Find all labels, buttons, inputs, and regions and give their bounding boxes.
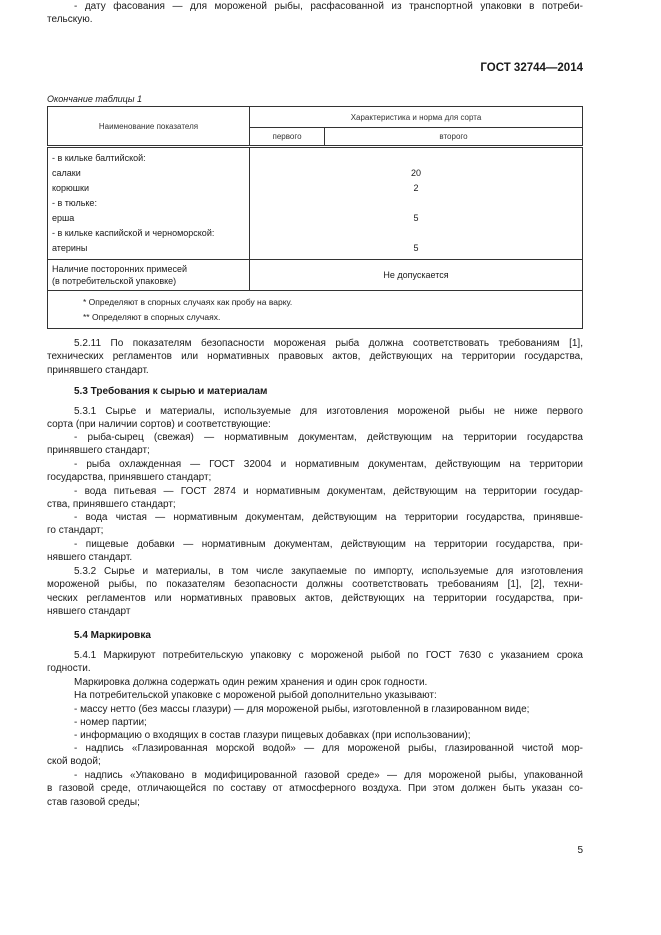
text-line: сорта (при наличии сортов) и соответствующие: <box>47 419 271 431</box>
paragraph <box>47 689 583 702</box>
text-line: 5.3 Требования к сырью и материалам <box>74 386 268 397</box>
text-line: принявшего стандарт. <box>47 364 149 376</box>
paragraph <box>47 485 583 512</box>
table-cell: атерины <box>52 243 88 253</box>
section-heading <box>47 629 583 642</box>
text-line: - массу нетто (без массы глазури) — для мороженой рыбы, изготовленной в глазированном виде; <box>74 704 530 715</box>
text-line: 5.3.1 Сырье и материалы, используемые для изготовления мороженой рыбы не ниже первого <box>74 406 583 417</box>
table-cell: 20 <box>410 168 421 178</box>
footnote: * Определяют в спорных случаях как пробу на варку. <box>83 296 293 307</box>
table-cell: 2 <box>413 183 419 193</box>
paragraph <box>47 565 583 619</box>
table-cell: - в тюльке: <box>52 198 97 208</box>
text-line: в газовой среде, отличающейся по составу от атмосферного воздуха. При этом должен быть указан со- <box>47 783 583 795</box>
requirements-table <box>47 106 583 329</box>
paragraph <box>47 769 583 809</box>
text-line: тельскую. <box>47 14 93 26</box>
table-cell <box>254 151 578 166</box>
table-cell <box>254 196 578 211</box>
text-line: - информацию о входящих в состав глазури пищевых добавках (при использовании); <box>74 730 471 741</box>
table-cell <box>254 226 578 241</box>
paragraph <box>47 742 583 769</box>
paragraph <box>47 431 583 458</box>
table-caption: Окончание таблицы 1 <box>47 94 142 104</box>
text-line: 5.4 Маркировка <box>74 630 151 641</box>
paragraph <box>47 703 583 716</box>
paragraph <box>47 729 583 742</box>
col-header-first: первого <box>250 128 325 147</box>
text-line: На потребительской упаковке с мороженой рыбой дополнительно указывают: <box>74 690 437 701</box>
text-line: государства, принявшего стандарт; <box>47 472 212 484</box>
text-line: - дату фасования — для мороженой рыбы, расфасованной из транспортной упаковки в потреби- <box>74 1 583 12</box>
text-line: ческих регламентов или нормативных правовых актов, действующих на территории государства, при- <box>47 592 583 604</box>
text-line: технических регламентов или нормативных правовых актов, действующих на территории государства, <box>47 351 583 363</box>
text-line: принявшего стандарт; <box>47 445 150 457</box>
table-cell: Не допускается <box>250 260 583 291</box>
col-header-group: Характеристика и норма для сорта <box>250 107 583 128</box>
text-line: годности. <box>47 663 91 675</box>
table-cell: - в кильке балтийской: <box>52 153 146 163</box>
text-line: Маркировка должна содержать один режим хранения и один срок годности. <box>74 677 428 688</box>
paragraph <box>47 716 583 729</box>
page-number: 5 <box>577 845 583 856</box>
paragraph <box>47 511 583 538</box>
text-line: нявшего стандарт. <box>47 552 133 564</box>
table-cell: 5 <box>413 213 419 223</box>
paragraph <box>47 538 583 565</box>
col-header-second: второго <box>325 128 583 147</box>
footnote: ** Определяют в спорных случаях. <box>83 311 221 322</box>
text-line: - номер партии; <box>74 717 147 728</box>
table-cell: ерша <box>52 213 75 223</box>
text-line: - вода питьевая — ГОСТ 2874 и нормативным документам, действующим на территории государ- <box>74 486 583 497</box>
text-line: 5.3.2 Сырье и материалы, в том числе закупаемые по импорту, используемые для изготовления <box>74 566 583 577</box>
paragraph <box>47 676 583 689</box>
text-line: - рыба-сырец (свежая) — нормативным документам, действующим на территории государства <box>74 432 583 443</box>
text-line: став газовой среды; <box>47 796 140 808</box>
text-line: - вода чистая — нормативным документам, действующим на территории государства, принявше- <box>74 512 583 523</box>
table-cell: - в кильке каспийской и черноморской: <box>52 228 215 238</box>
text-line: 5.2.11 По показателям безопасности мороженая рыба должна соответствовать требованиям [1], <box>74 338 583 349</box>
text-line: нявшего стандарт <box>47 606 131 618</box>
text-line: ства, принявшего стандарт; <box>47 499 176 511</box>
text-line: - надпись «Упаковано в модифицированной газовой среде» — для мороженой рыбы, упакованной <box>74 770 583 781</box>
text-line: мороженой рыбы, по показателям безопасности должны соответствовать требованиям [1], [2], техни- <box>47 579 583 591</box>
text-line: ской водой; <box>47 756 101 768</box>
paragraph <box>47 649 583 676</box>
paragraph <box>47 405 583 432</box>
paragraph <box>47 337 583 377</box>
table-cell: корюшки <box>52 183 89 193</box>
table-cell: Наличие посторонних примесей <box>52 264 188 274</box>
text-line: - пищевые добавки — нормативным документам, действующим на территории государства, при- <box>74 539 583 550</box>
text-line: го стандарт; <box>47 525 104 537</box>
section-heading <box>47 385 583 398</box>
paragraph <box>47 0 583 27</box>
table-cell: салаки <box>52 168 81 178</box>
table-cell: 5 <box>413 243 419 253</box>
paragraph <box>47 458 583 485</box>
text-line: - рыба охлажденная — ГОСТ 32004 и нормативным документам, действующим на территории <box>74 459 583 470</box>
table-row <box>48 260 583 291</box>
table-cell: (в потребительской упаковке) <box>52 276 177 286</box>
document-header: ГОСТ 32744—2014 <box>480 62 583 74</box>
col-header-name: Наименование показателя <box>48 107 250 147</box>
text-line: - надпись «Глазированная морской водой» — для мороженой рыбы, глазированной чистой мор- <box>74 743 583 754</box>
text-line: 5.4.1 Маркируют потребительскую упаковку с мороженой рыбой по ГОСТ 7630 с указанием срока <box>74 650 583 661</box>
table-row <box>48 147 583 260</box>
